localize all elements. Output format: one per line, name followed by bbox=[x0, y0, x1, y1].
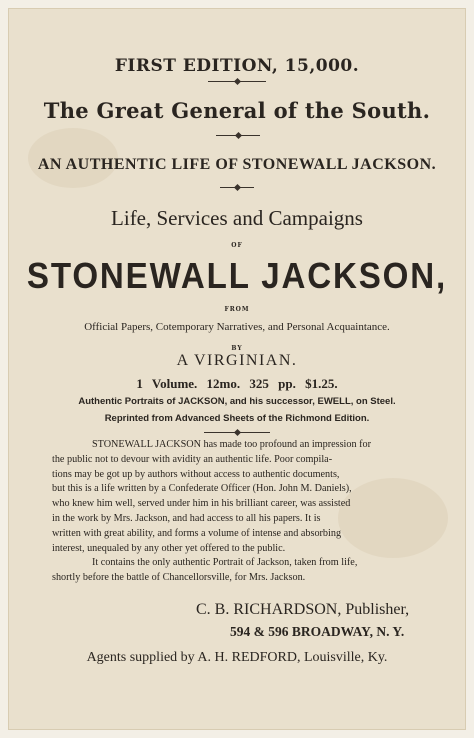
address-line: 594 & 596 BROADWAY, N. Y. bbox=[230, 624, 405, 639]
authentic-life-line: AN AUTHENTIC LIFE OF STONEWALL JACKSON. bbox=[37, 156, 437, 173]
small-from: FROM bbox=[224, 306, 250, 313]
text-line: shortly before the battle of Chancellorsville, for Mrs. Jackson. bbox=[52, 572, 306, 584]
ornament-rule bbox=[208, 81, 266, 82]
ornament-rule bbox=[204, 432, 270, 433]
small-of: OF bbox=[231, 242, 243, 249]
author-line: A VIRGINIAN. bbox=[176, 352, 298, 369]
sources-line: Official Papers, Cotemporary Narratives, and Personal Acquaintance. bbox=[84, 321, 390, 333]
ornament-rule bbox=[220, 187, 254, 188]
text-line: but this is a life written by a Confederate Officer (Hon. John M. Daniels), bbox=[52, 483, 352, 495]
ornament-rule bbox=[216, 135, 260, 136]
main-title: STONEWALL JACKSON, bbox=[26, 255, 448, 296]
publisher-line: C. B. RICHARDSON, Publisher, bbox=[196, 601, 410, 618]
text-line: written with great ability, and forms a volume of intense and absorbing bbox=[52, 527, 342, 539]
gothic-subtitle: The Great General of the South. bbox=[43, 98, 431, 123]
agents-line: Agents supplied by A. H. REDFORD, Louisville, Ky. bbox=[86, 650, 388, 665]
portraits-line: Authentic Portraits of JACKSON, and his successor, EWELL, on Steel. bbox=[78, 396, 396, 407]
paragraph-2 bbox=[52, 556, 428, 586]
text-line: who knew him well, served under him in his brilliant career, was assisted bbox=[52, 498, 351, 510]
paragraph-1 bbox=[52, 438, 428, 556]
description-body bbox=[52, 438, 428, 586]
text-line: tions may be got up by authors without access to authentic documents, bbox=[52, 468, 340, 480]
reprint-line: Reprinted from Advanced Sheets of the Richmond Edition. bbox=[104, 413, 370, 424]
volume-details: 1 Volume. 12mo. 325 pp. $1.25. bbox=[136, 376, 338, 391]
text-line: in the work by Mrs. Jackson, and had access to all his papers. It is bbox=[52, 512, 321, 524]
title-line: Life, Services and Campaigns bbox=[111, 206, 363, 230]
text-line: STONEWALL JACKSON has made too profound an impression for bbox=[92, 439, 371, 450]
text-line: It contains the only authentic Portrait of Jackson, taken from life, bbox=[92, 557, 358, 569]
edition-heading: FIRST EDITION, 15,000. bbox=[114, 56, 360, 76]
small-by: BY bbox=[231, 345, 243, 352]
broadside-sheet bbox=[8, 8, 466, 730]
text-line: interest, unequaled by any other yet offered to the public. bbox=[52, 542, 286, 554]
text-line: the public not to devour with avidity an authentic life. Poor compila- bbox=[52, 453, 333, 465]
